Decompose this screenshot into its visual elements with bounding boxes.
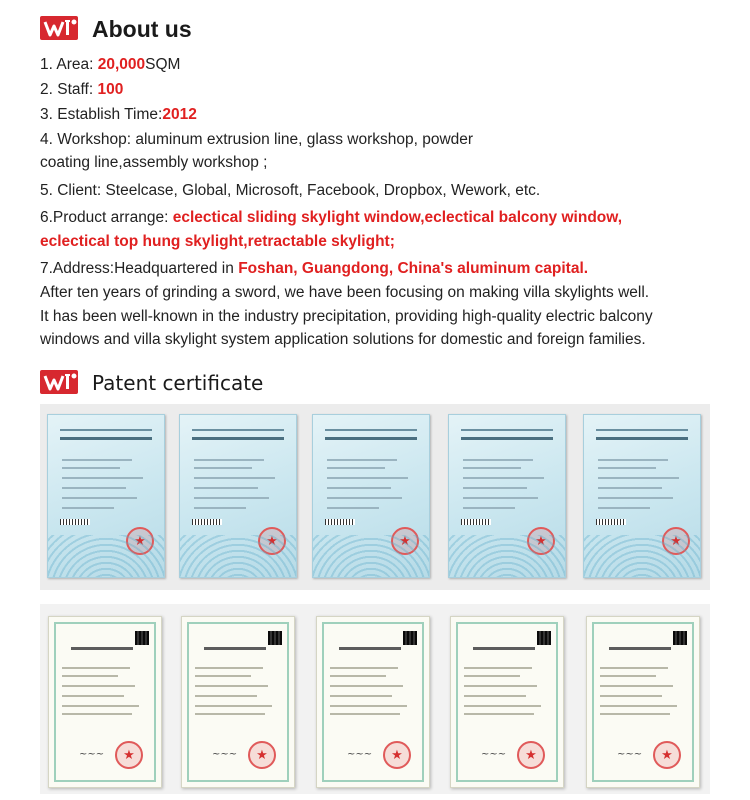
patent-certificate-image: ~~~ ★: [48, 616, 162, 788]
product-line-cont: eclectical top hung skylight,retractable skylight;: [40, 233, 395, 250]
brand-logo: [40, 370, 78, 394]
workshop-line: 4. Workshop: aluminum extrusion line, glass workshop, powder: [40, 131, 474, 148]
software-certificate-image: [47, 414, 165, 578]
patent-certificates-row: [40, 604, 710, 794]
description-line-2: It has been well-known in the industry precipitation, providing high-quality electric balcony: [40, 308, 653, 325]
software-certificates-row: [40, 404, 710, 590]
client-line: 5. Client: Steelcase, Global, Microsoft, Facebook, Dropbox, Wework, etc.: [40, 182, 541, 199]
area-line: 1. Area: 20,000SQM: [40, 56, 181, 73]
software-certificate-image: [448, 414, 566, 578]
patent-certificate-image: ~~~ ★: [181, 616, 295, 788]
description-line-3: windows and villa skylight system application solutions for domestic and foreign families.: [40, 331, 646, 348]
patent-certificate-image: ~~~ ★: [450, 616, 564, 788]
staff-line: 2. Staff: 100: [40, 81, 124, 98]
patent-certificate-image: ~~~ ★: [586, 616, 700, 788]
brand-logo: [40, 16, 78, 40]
software-certificate-image: [583, 414, 701, 578]
about-title: About us: [92, 16, 192, 42]
description-line-1: After ten years of grinding a sword, we have been focusing on making villa skylights well.: [40, 284, 650, 301]
software-certificate-image: [179, 414, 297, 578]
workshop-line-cont: coating line,assembly workshop ;: [40, 154, 268, 171]
software-certificate-image: [312, 414, 430, 578]
patent-certificate-image: ~~~ ★: [316, 616, 430, 788]
establish-line: 3. Establish Time:2012: [40, 106, 197, 123]
product-line: 6.Product arrange: eclectical sliding skylight window,eclectical balcony window,: [40, 209, 623, 226]
address-line: 7.Address:Headquartered in Foshan, Guangdong, China's aluminum capital.: [40, 260, 589, 277]
patent-title: Patent certificate: [92, 371, 264, 395]
